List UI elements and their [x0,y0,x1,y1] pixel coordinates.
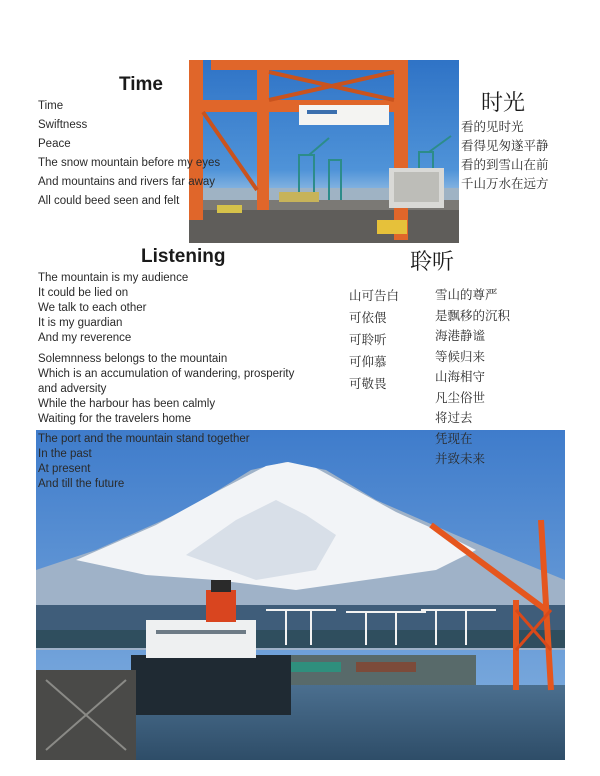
poem-line: And mountains and rivers far away [38,176,216,188]
poem-line-cn: 山可告白 [349,288,400,303]
poem-line: And till the future [38,478,125,490]
time-title-cn: 时光 [481,91,526,116]
poem-line: Swiftness [38,119,88,131]
poem-line: And my reverence [38,332,132,344]
listening-poem-part3 [38,432,250,492]
poem-line-cn: 凭现在 [435,430,473,446]
poem-line-cn: 雪山的尊严 [435,287,498,302]
time-poem-cn [461,117,549,193]
poem-line-cn: 等候归来 [435,348,486,364]
poem-line: The snow mountain before my eyes [38,157,221,169]
listening-poem-cn-col1 [349,285,399,395]
port-cranes-photo [189,60,459,243]
poem-line: It is my guardian [38,317,123,329]
poem-line: The mountain is my audience [38,272,189,284]
poem-line-cn: 海港静谧 [435,328,486,343]
poem-line: Waiting for the travelers home [38,413,191,425]
poem-line: and adversity [38,383,107,395]
poem-line: Peace [38,138,71,150]
listening-poem-cn-col2 [435,285,510,470]
poem-line: Time [38,100,64,112]
poem-line-cn: 可依偎 [349,310,387,325]
poem-line-cn: 将过去 [435,410,473,425]
poem-line: It could be lied on [38,287,129,299]
poem-line-cn: 千山万水在远方 [461,176,549,191]
poem-line: While the harbour has been calmly [38,398,216,410]
poem-line-cn: 看的到雪山在前 [461,157,549,172]
poem-line: All could beed seen and felt [38,195,180,207]
listening-poem-part1 [38,271,188,346]
poem-line: Solemnness belongs to the mountain [38,353,228,365]
poem-line-cn: 并致未来 [435,451,486,466]
poem-line-cn: 可仰慕 [349,354,387,369]
poem-line-cn: 是飘移的沉积 [435,307,511,323]
poem-line-cn: 可敬畏 [349,376,387,391]
time-poem [38,97,220,211]
listening-poem-part2 [38,352,294,427]
poem-line: At present [38,463,91,475]
poem-line: In the past [38,448,92,460]
poem-line: The port and the mountain stand together [38,433,250,445]
poem-line-cn: 山海相守 [435,369,486,384]
time-title: Time [119,74,164,95]
listening-title: Listening [141,246,226,267]
listening-title-cn: 聆听 [410,250,455,275]
poem-line: Which is an accumulation of wandering, prosperity [38,368,295,380]
poem-line-cn: 可聆听 [349,332,387,347]
poem-line-cn: 看得见匆遂平静 [461,138,549,153]
poem-line-cn: 看的见时光 [461,119,524,134]
poem-line-cn: 凡尘俗世 [435,389,486,405]
poem-line: We talk to each other [38,302,147,314]
